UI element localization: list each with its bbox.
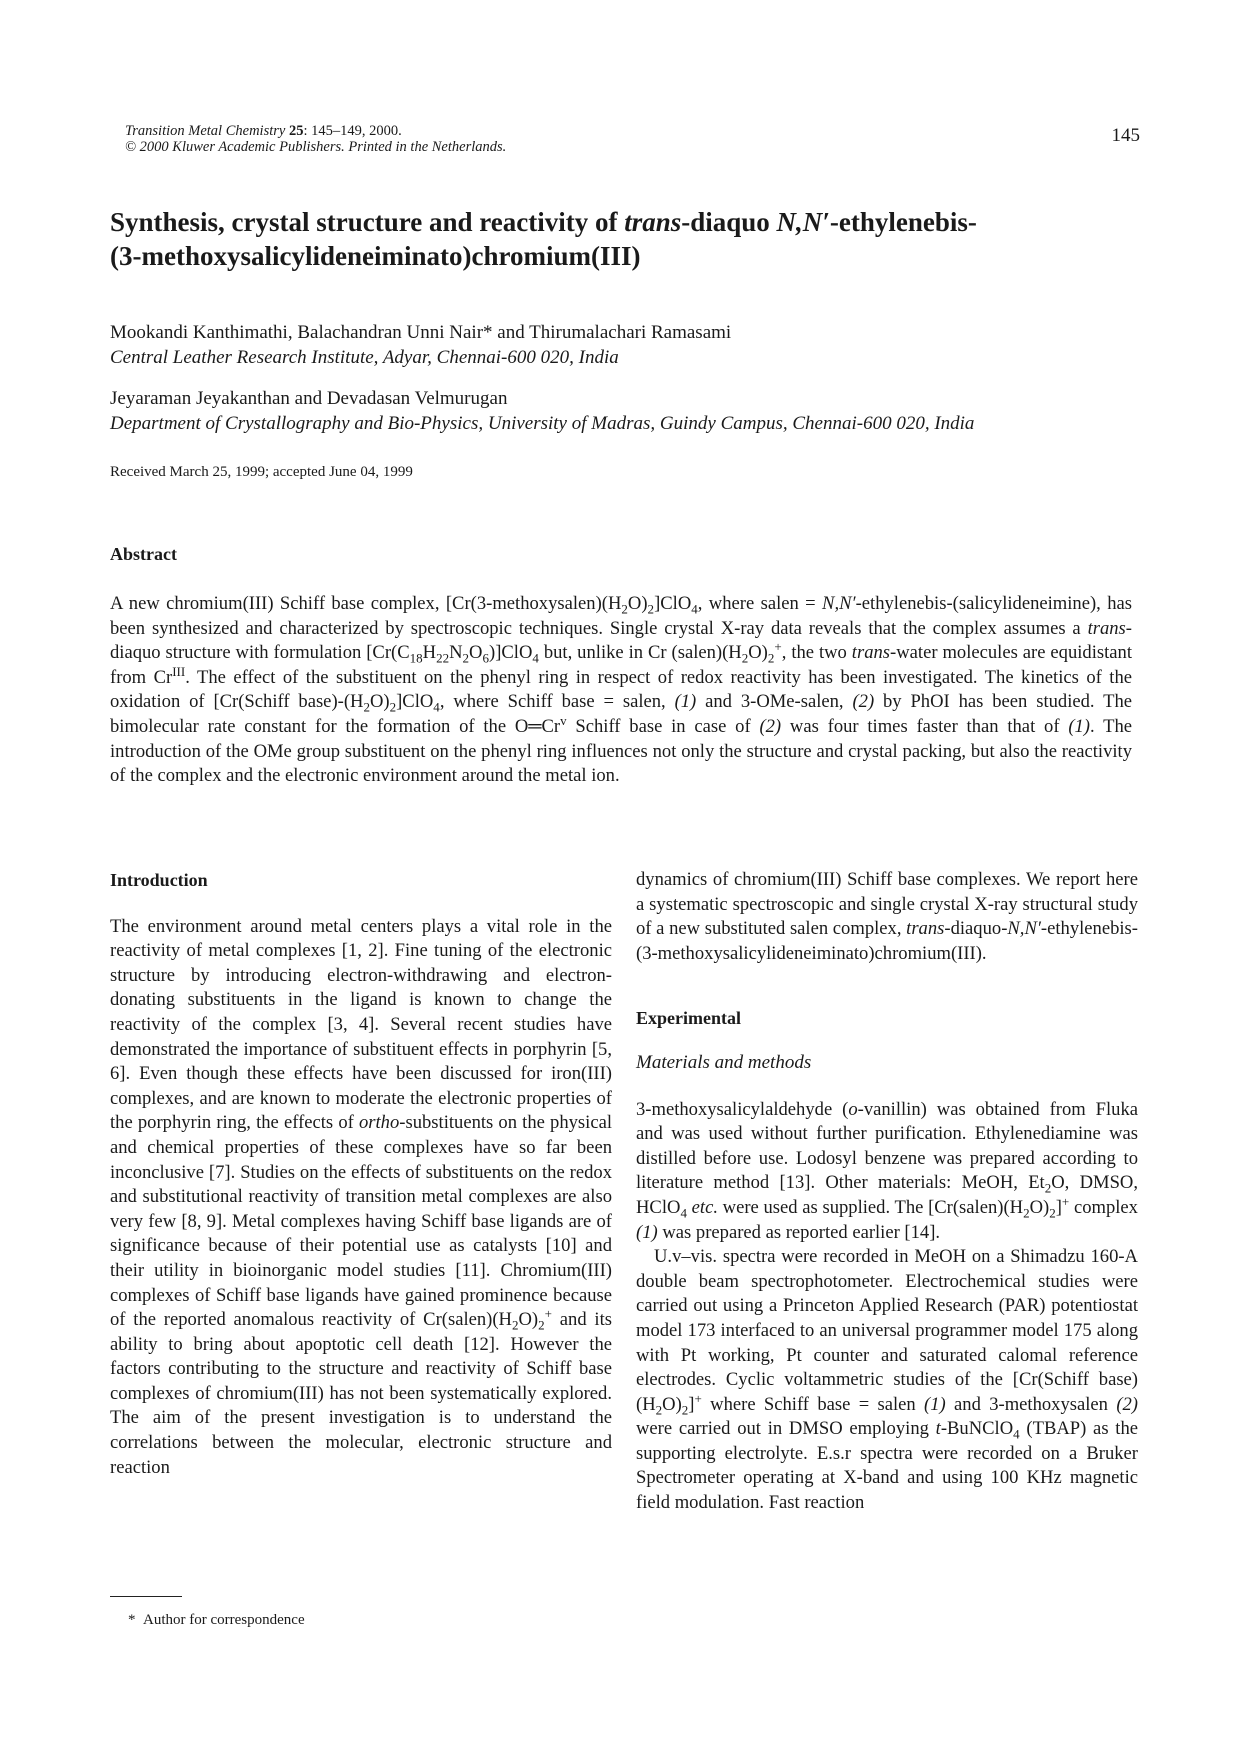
abstract-span: ]ClO bbox=[654, 593, 692, 614]
abstract-span: was four times faster than that of bbox=[781, 715, 1069, 737]
methods-span: U.v–vis. spectra were recorded in MeOH on a Shimadzu 160-A double beam spectrophotometer. Electrochemical studies were carried out using a Princeton Applied Research (PAR) potentiostat model 173 interfaced to an universal programmer model 175 along with Pt working, Pt counter and saturated calomal reference electrodes. Cyclic voltammetric studies of the [Cr(Schiff base)(H bbox=[636, 1246, 1138, 1415]
abstract-span: A new chromium(III) Schiff base complex, [Cr(3-methoxysalen)(H bbox=[110, 593, 622, 614]
methods-span: and 3-methoxysalen bbox=[945, 1393, 1117, 1415]
abstract-italic: (1) bbox=[674, 691, 697, 713]
intro-span: O) bbox=[518, 1309, 539, 1331]
abstract-italic: trans bbox=[851, 642, 891, 664]
abstract-span: O) bbox=[369, 691, 390, 713]
title-italic: N,N′ bbox=[776, 207, 830, 237]
abstract-span: O) bbox=[748, 642, 768, 664]
intro-cont-span: dynamics of chromium(III) Schiff base complexes. We report here a systematic spectroscopic and single crystal X-ray structural study of a new substituted salen complex, bbox=[636, 869, 1138, 940]
abstract-span: and 3-OMe-salen, bbox=[696, 691, 853, 713]
experimental-heading: Experimental bbox=[636, 1008, 741, 1029]
materials-span: complex bbox=[1069, 1196, 1138, 1218]
abstract-superscript: III bbox=[172, 663, 186, 679]
intro-cont-span: -diaquo- bbox=[944, 918, 1008, 940]
abstract-span: . The effect of the substituent on the phenyl ring in respect of redox reactivity has been investigated. The kinetics of the oxidation of [Cr(Schiff base)-(H bbox=[110, 666, 1133, 713]
author-names: Mookandi Kanthimathi, Balachandran Unni Nair* and Thirumalachari Ramasami bbox=[110, 322, 732, 343]
methods-paragraph: U.v–vis. spectra were recorded in MeOH on a Shimadzu 160-A double beam spectrophotometer. Electrochemical studies were carried out using a Princeton Applied Research (PAR) potentiostat model 173 interfaced to an universal programmer model 175 along with Pt working, Pt counter and saturated calomal reference electrodes. Cyclic voltammetric studies of the [Cr(Schiff $base)(H_2O)_2]^+$ where Schiff base = salen (1) and 3-methoxysalen (2) were carried out in DMSO employing t-BuNClO$_4$ (TBAP) as the supporting electrolyte. E.s.r spectra were recorded on a Bruker Spectrometer operating at X-band and using 100 KHz magnetic field modulation. Fast reaction bbox=[636, 1246, 1139, 1514]
abstract-span: N bbox=[449, 642, 463, 664]
abstract-span: O) bbox=[627, 593, 648, 614]
introduction-paragraph: The environment around metal centers plays a vital role in the reactivity of metal complexes [1, 2]. Fine tuning of the electronic structure by introducing electron-withdrawing and electron-donating substituents in the ligand is known to change the reactivity of the complex [3, 4]. Several recent studies have demonstrated the importance of substituent effects in porphyrin [5, 6]. Even though these effects have been discussed for iron(III) complexes, and are known to moderate the electronic properties of the porphyrin ring, the effects of ortho-substituents on the physical and chemical properties of these complexes have so far been inconclusive [7]. Studies on the effects of substituents on the redox and substitutional reactivity of transition metal complexes are also very few [8, 9]. Metal complexes having Schiff base ligands are of significance because of their potential use as catalysts [10] and their utility in bioinorganic model studies [11]. Chromium(III) complexes of Schiff base ligands have gained prominence because of the reported anomalous reactivity of $Cr(salen)(H_2O)_2^+$ and its ability to bring about apoptotic cell death [12]. However the factors contributing to the structure and reactivity of Schiff base complexes of chromium(III) has not been systematically explored. The aim of the present investigation is to understand the correlations between the molecular, electronic structure and reaction bbox=[110, 915, 612, 1478]
page-number: 145 bbox=[1111, 125, 1140, 146]
title-text: Synthesis, crystal structure and reactivity of bbox=[110, 207, 625, 237]
abstract-span: O bbox=[469, 642, 483, 664]
received-dates: Received March 25, 1999; accepted June 04, 1999 bbox=[110, 464, 413, 480]
title-line-2: (3-methoxysalicylideneiminato)chromium(III) bbox=[110, 241, 641, 271]
materials-italic: o bbox=[848, 1098, 858, 1120]
abstract-italic: (1) bbox=[1068, 715, 1090, 737]
materials-span: O) bbox=[1029, 1196, 1050, 1218]
abstract-italic: trans bbox=[1087, 617, 1126, 639]
asterisk-icon: * bbox=[128, 1612, 136, 1628]
intro-span: and its ability to bring about apoptotic cell death [12]. However the factors contributing to the structure and reactivity of Schiff base complexes of chromium(III) has not been systematically explored. The aim of the present investigation is to understand the correlations between the molecular, electronic structure and reaction bbox=[110, 1309, 612, 1478]
journal-volume: 25 bbox=[288, 123, 304, 139]
materials-span: ] bbox=[1055, 1196, 1062, 1218]
intro-span: -substituents on the physical and chemical properties of these complexes have so far been inconclusive [7]. Studies on the effects of substituents on the redox and substitutional reactivity of transition metal complexes are also very few [8, 9]. Metal complexes having Schiff base ligands are of significance because of their potential use as catalysts [10] and their utility in bioinorganic model studies [11]. Chromium(III) complexes of Schiff base ligands have gained prominence because of the reported anomalous reactivity of Cr(salen)(H bbox=[110, 1112, 612, 1331]
abstract-span: but, unlike in Cr (salen)(H bbox=[538, 642, 742, 664]
copyright-line: © 2000 Kluwer Academic Publishers. Printed in the Netherlands. bbox=[125, 139, 507, 155]
methods-span: -BuNClO bbox=[940, 1418, 1014, 1440]
intro-cont-italic: N,N′ bbox=[1007, 918, 1041, 940]
author-affiliation: Department of Crystallography and Bio-Physics, University of Madras, Guindy Campus, Chennai-600 020, India bbox=[110, 413, 975, 434]
methods-italic: t bbox=[935, 1418, 941, 1440]
abstract-span: , where Schiff base = salen, bbox=[439, 691, 675, 713]
title-italic: trans bbox=[624, 207, 682, 237]
abstract-span: -water molecules are equidistant from Cr bbox=[110, 642, 1132, 688]
abstract-italic: N,N′ bbox=[822, 593, 856, 614]
author-group-2 bbox=[110, 386, 974, 436]
author-group-1 bbox=[110, 320, 731, 370]
abstract-span: Schiff base in case of bbox=[566, 715, 760, 737]
journal-pages-year: : 145–149, 2000. bbox=[303, 123, 402, 139]
materials-paragraph: 3-methoxysalicylaldehyde (o-vanillin) was obtained from Fluka and was used without further purification. Ethylenediamine was distilled before use. Lodosyl benzene was prepared according to literature method [13]. Other materials: MeOH, $Et_2O$, DMSO, HClO$_4$ etc. were used as supplied. The $[Cr(salen)(H_2O)_2]^+$ complex (1) was prepared as reported earlier [14]. bbox=[636, 1098, 1139, 1243]
methods-italic: (1) bbox=[924, 1393, 946, 1415]
abstract-italic: (2) bbox=[852, 691, 875, 713]
left-column bbox=[110, 868, 612, 1480]
abstract-italic: (2) bbox=[759, 715, 782, 737]
methods-span: were carried out in DMSO employing bbox=[636, 1418, 936, 1440]
footnote-text: Author for correspondence bbox=[143, 1612, 305, 1628]
abstract-span: -ethylenebis-(salicylideneimine), has been synthesized and characterized by spectroscopic techniques. Single crystal X-ray data reveals that the complex assumes a bbox=[110, 593, 1132, 639]
intro-span: The environment around metal centers plays a vital role in the reactivity of metal complexes [1, 2]. Fine tuning of the electronic structure by introducing electron-withdrawing and electron-donating substituents in the ligand is known to change the reactivity of the complex [3, 4]. Several recent studies have demonstrated the importance of substituent effects in porphyrin [5, 6]. Even though these effects have been discussed for iron(III) complexes, and are known to moderate the electronic properties of the porphyrin ring, the effects of bbox=[110, 915, 612, 1134]
methods-span: (TBAP) as the supporting electrolyte. E.s.r spectra were recorded on a Bruker Spectrometer operating at X-band and using 100 KHz magnetic field modulation. Fast reaction bbox=[636, 1418, 1139, 1514]
materials-methods-subheading: Materials and methods bbox=[636, 1051, 812, 1073]
materials-span: 3-methoxysalicylaldehyde ( bbox=[636, 1098, 849, 1120]
journal-citation bbox=[125, 123, 506, 139]
running-header bbox=[125, 123, 506, 155]
materials-italic: etc. bbox=[691, 1196, 718, 1218]
title-text: -ethylenebis- bbox=[829, 207, 977, 237]
introduction-heading: Introduction bbox=[110, 870, 208, 890]
methods-span: ] bbox=[688, 1393, 695, 1415]
abstract-span: H bbox=[422, 642, 437, 664]
abstract-span: , where salen = bbox=[697, 593, 823, 614]
methods-italic: (2) bbox=[1116, 1393, 1138, 1415]
abstract-span: -diaquo structure with formulation [Cr(C bbox=[110, 617, 1132, 664]
intro-italic: ortho bbox=[358, 1112, 400, 1134]
abstract-heading: Abstract bbox=[110, 544, 177, 564]
materials-span: -vanillin) was obtained from Fluka and was used without further purification. Ethylenediamine was distilled before use. Lodosyl benzene was prepared according to literature method [13]. Other materials: MeOH, Et bbox=[636, 1098, 1139, 1194]
materials-span: were used as supplied. The [Cr(salen)(H bbox=[717, 1196, 1024, 1218]
abstract-span: by PhOI has been studied. The bimolecular rate constant for the formation of the O═Cr bbox=[110, 691, 1133, 737]
title-text: -diaquo bbox=[681, 207, 777, 237]
abstract-span: ]ClO bbox=[396, 691, 434, 713]
materials-span: was prepared as reported earlier [14]. bbox=[657, 1221, 941, 1243]
intro-cont-span: -ethylenebis-(3-methoxysalicylideneiminato)chromium(III). bbox=[636, 918, 1138, 964]
abstract-superscript: v bbox=[560, 712, 567, 728]
paper-title bbox=[110, 205, 1140, 273]
journal-name: Transition Metal Chemistry bbox=[125, 123, 286, 139]
abstract-span: )]ClO bbox=[489, 642, 533, 664]
abstract-span: , the two bbox=[781, 642, 852, 664]
intro-cont-italic: trans bbox=[906, 918, 945, 940]
footnote-rule bbox=[110, 1596, 182, 1597]
materials-italic: (1) bbox=[636, 1221, 658, 1243]
abstract-span: . The introduction of the OMe group substituent on the phenyl ring influences not only the structure and crystal packing, but also the reactivity of the complex and the electronic environment around the metal ion. bbox=[110, 715, 1133, 787]
methods-span: where Schiff base = salen bbox=[701, 1393, 925, 1415]
right-column bbox=[636, 868, 1138, 1516]
abstract-text: A new chromium(III) Schiff base complex, $[Cr(3-methoxysalen)(H_2O)_2]ClO_4$, where salen = N,N′-ethylenebis-(salicylideneimine), has been synthesized and characterized by spectroscopic techniques. Single crystal X-ray data reveals that the complex assumes a trans-diaquo structure with formulation $[Cr(C_{18}H_{22}N_2O_6)]ClO_4$ but, unlike in Cr $(salen)(H_2O)_2^+$, the two trans-water molecules are equidistant from $Cr^{III}$. The effect of the substituent on the phenyl ring in respect of redox reactivity has been investigated. The kinetics of the oxidation of [Cr(Schiff $base)-(H_2O)_2]ClO_4$, where Schiff base = salen, (1) and 3-OMe-salen, (2) by PhOI has been studied. The bimolecular rate constant for the formation of the O═Cr$^v$ Schiff base in case of (2) was four times faster than that of (1). The introduction of the OMe group substituent on the phenyl ring influences not only the structure and crystal packing, but also the reactivity of the complex and the electronic environment around the metal ion. bbox=[110, 593, 1133, 787]
footnote bbox=[128, 1612, 305, 1629]
methods-span: O) bbox=[662, 1393, 682, 1415]
materials-span: O, DMSO, HClO bbox=[636, 1172, 1138, 1218]
author-affiliation: Central Leather Research Institute, Adyar, Chennai-600 020, India bbox=[110, 347, 619, 368]
intro-continuation-paragraph bbox=[636, 868, 1138, 966]
author-names: Jeyaraman Jeyakanthan and Devadasan Velmurugan bbox=[110, 388, 508, 409]
